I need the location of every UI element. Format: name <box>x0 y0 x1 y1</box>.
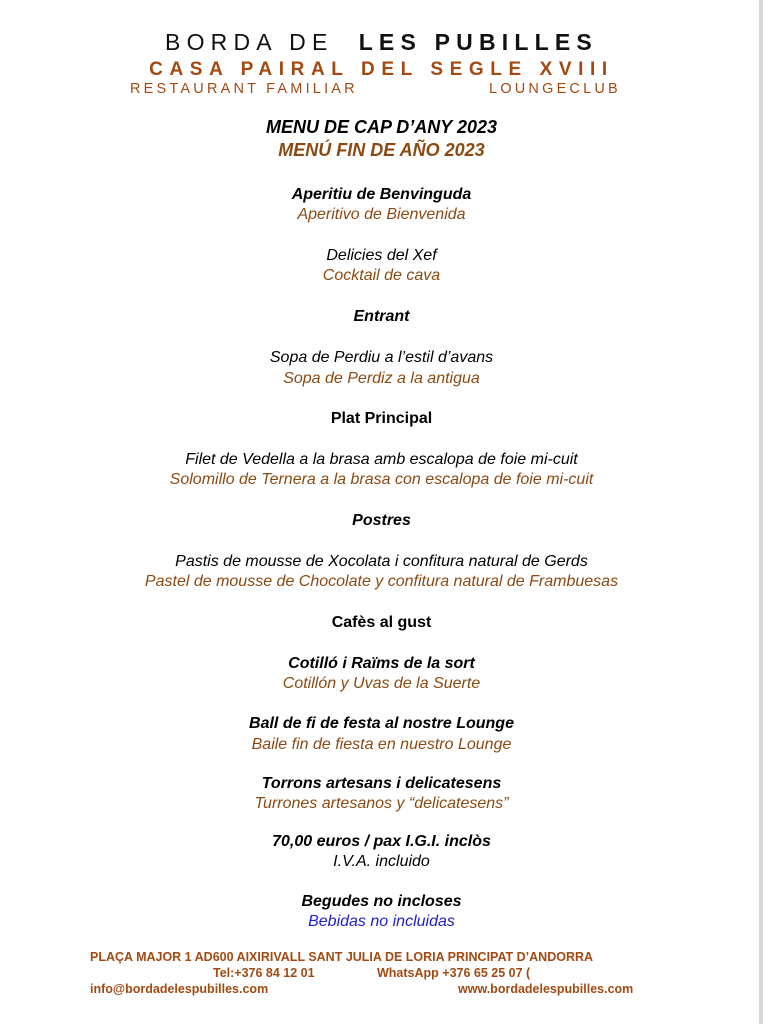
torrons-catalan: Torrons artesans i delicatesens <box>261 775 502 792</box>
restaurant-name <box>0 28 763 56</box>
restaurant-subtitle: CASA PAIRAL DEL SEGLE XVIII <box>149 59 614 80</box>
postres-heading: Postres <box>352 512 411 529</box>
page-edge <box>759 0 763 1024</box>
menu-title-spanish: MENÚ FIN DE AÑO 2023 <box>278 140 485 160</box>
footer-address: PLAÇA MAJOR 1 AD600 AIXIRIVALL SANT JULIA DE LORIA PRINCIPAT D’ANDORRA <box>90 950 594 964</box>
cafes-heading: Cafès al gust <box>331 614 432 631</box>
footer-whatsapp: WhatsApp +376 65 25 07 ( <box>377 966 531 980</box>
plat-principal-heading: Plat Principal <box>330 410 433 427</box>
delicies-spanish: Cocktail de cava <box>322 267 441 284</box>
begudes-catalan: Begudes no incloses <box>301 893 462 910</box>
sopa-catalan: Sopa de Perdiu a l’estil d’avans <box>269 349 494 366</box>
aperitiu-heading-catalan: Aperitiu de Benvinguda <box>291 186 472 203</box>
pastis-spanish: Pastel de mousse de Chocolate y confitura natural de Frambuesas <box>144 573 619 590</box>
footer-website[interactable]: www.bordadelespubilles.com <box>458 982 634 996</box>
tagline-left: RESTAURANT FAMILIAR <box>130 81 358 97</box>
footer-email[interactable]: info@bordadelespubilles.com <box>90 982 269 996</box>
delicies-catalan: Delicies del Xef <box>326 247 437 264</box>
pastis-catalan: Pastis de mousse de Xocolata i confitura natural de Gerds <box>175 553 588 570</box>
sopa-spanish: Sopa de Perdiz a la antigua <box>283 370 480 387</box>
tagline-right: LOUNGECLUB <box>489 81 621 97</box>
footer-tel: Tel:+376 84 12 01 <box>213 966 315 980</box>
ball-spanish: Baile fin de fiesta en nuestro Lounge <box>251 736 512 753</box>
cotillo-catalan: Cotilló i Raïms de la sort <box>288 655 475 672</box>
ball-catalan: Ball de fi de festa al nostre Lounge <box>249 715 514 732</box>
brand-regular: BORDA DE <box>165 29 334 55</box>
torrons-spanish: Turrones artesanos y “delicatesens” <box>254 795 509 812</box>
aperitiu-heading-spanish: Aperitivo de Bienvenida <box>297 206 466 223</box>
cotillo-spanish: Cotillón y Uvas de la Suerte <box>282 675 481 692</box>
filet-spanish: Solomillo de Ternera a la brasa con escalopa de foie mi-cuit <box>169 471 594 488</box>
entrant-heading: Entrant <box>353 308 410 325</box>
filet-catalan: Filet de Vedella a la brasa amb escalopa de foie mi-cuit <box>185 451 578 468</box>
begudes-spanish: Bebidas no incluidas <box>308 913 455 930</box>
brand-bold: LES PUBILLES <box>358 29 598 55</box>
menu-title-catalan: MENU DE CAP D’ANY 2023 <box>265 117 498 137</box>
price-spanish: I.V.A. incluido <box>333 853 430 870</box>
price-catalan: 70,00 euros / pax I.G.I. inclòs <box>272 833 491 850</box>
